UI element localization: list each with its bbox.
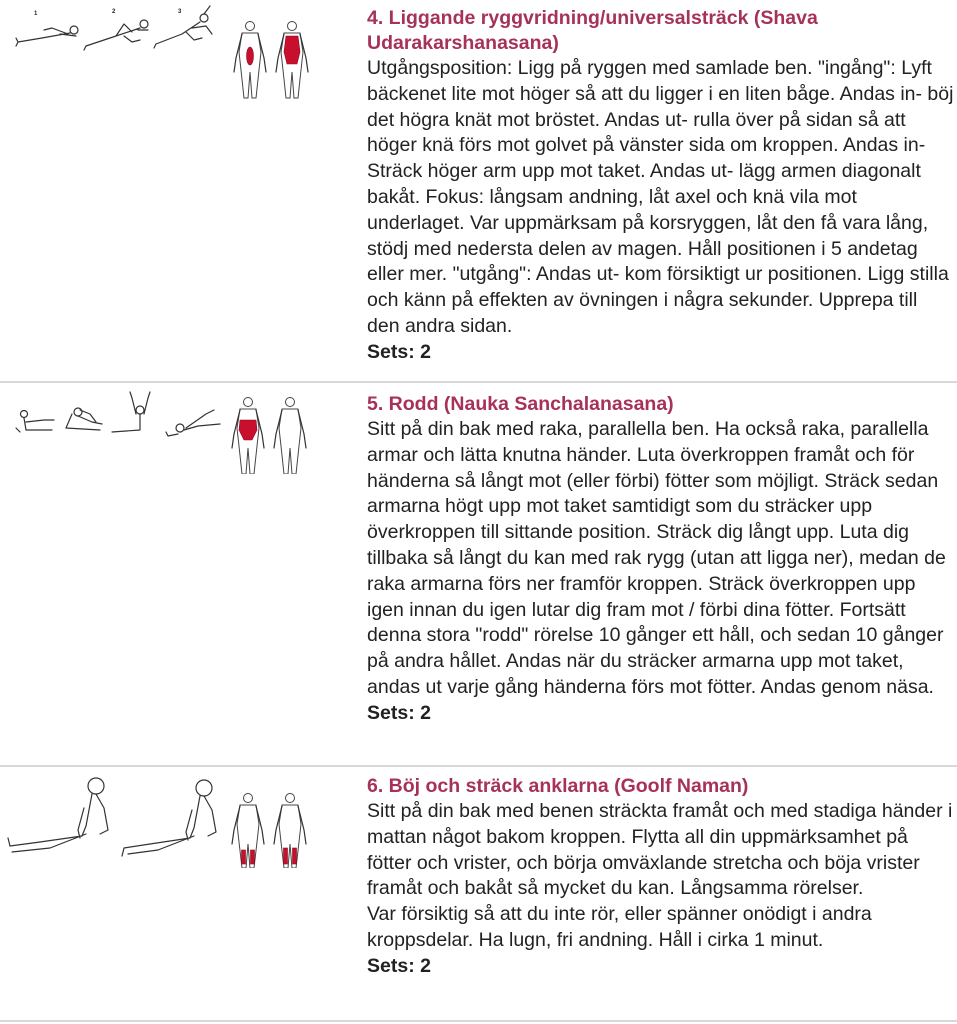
step-number-1: 1 [34,11,38,17]
muscle-map-front-icon [232,398,264,475]
rowing-figure-1-icon [16,411,54,433]
exercise-5-sets: Sets: 2 [367,701,431,724]
exercise-5-text [367,392,955,727]
muscle-map-front-icon [234,22,266,99]
exercise-5-title: 5. Rodd (Nauka Sanchalanasana) [367,393,674,415]
exercise-6-text [367,774,955,980]
exercise-4-description: Utgångsposition: Ligg på ryggen med samlade ben. "ingång": Lyft bäckenet lite mot höger så att du ligger i en liten båge. Andas in- böj det högra knät mot bröstet. Andas ut- rulla över på sidan så att höger knä förs mot golvet på vänster sida om kroppen. Andas in- Sträck höger arm upp mot taket. Andas ut- lägg armen diagonalt bakåt. Fokus: långsam andning, låt axel och knä vila mot underlaget. Var uppmärksam på korsryggen, låt den få vara lång, stödj med nedersta delen av magen. Håll positionen i 5 andetag eller mer. "utgång": Andas ut- kom försiktigt ur positionen. Ligg stilla och känn på effekten av övningen i några sekunder. Upprepa till den andra sidan. [367,57,954,337]
exercise-4-text [367,6,955,366]
exercise-divider [0,381,957,383]
rowing-figure-4-icon [166,410,220,436]
muscle-map-back-icon [274,794,306,869]
exercise-6-sets: Sets: 2 [367,954,431,977]
exercise-6-description: Sitt på din bak med benen sträckta framåt och med stadiga händer i mattan något bakom kroppen. Flytta all din uppmärksamhet på fötter och vrister, och börja omväxlande stretcha och böja vrister framåt och bakåt så mycket du kan. Långsamma rörelser. Var försiktig så att du inte rör, eller spänner onödigt i andra kroppsdelar. Ha lugn, fri andning. Håll i cirka 1 minut. [367,800,953,951]
muscle-map-back-icon [274,398,306,475]
exercise-6-title: 6. Böj och sträck anklarna (Goolf Naman) [367,775,749,797]
exercise-4-sets: Sets: 2 [367,340,431,363]
exercise-6 [0,768,957,1022]
exercise-divider [0,765,957,767]
seated-ankle-figure-2-icon [122,780,216,856]
step-number-3: 3 [178,9,182,15]
step-number-2: 2 [112,9,116,15]
exercise-4-illustrations [0,0,355,115]
exercise-6-illustrations [0,768,355,873]
rowing-figure-3-icon [112,392,150,432]
lying-twist-figure-1-icon [16,11,78,46]
seated-ankle-figure-1-icon [8,778,108,852]
rowing-figure-2-icon [66,408,102,430]
lying-twist-figure-2-icon [84,9,148,50]
muscle-map-back-icon [276,22,308,99]
lying-twist-figure-3-icon [154,6,212,48]
muscle-map-front-icon [232,794,264,869]
exercise-5-description: Sitt på din bak med raka, parallella ben. Ha också raka, parallella armar och lätta knutna händer. Luta överkroppen framåt och för händerna så långt mot (eller förbi) fötter som möjligt. Sträck sedan armarna högt upp mot taket samtidigt som du sträcker upp överkroppen till sittande position. Sträck dig långt upp. Luta dig tillbaka så långt du kan med rak rygg (utan att ligga ner), medan de raka armarna förs ner framför kroppen. Sträck överkroppen upp igen innan du igen lutar dig fram mot / förbi dina fötter. Fortsätt denna stora "rodd" rörelse 10 gånger ett håll, och sedan 10 gånger på andra hållet. Andas när du sträcker armarna upp mot taket, andas ut varje gång händerna förs mot fötter. Andas genom näsa. [367,418,946,698]
exercise-divider [0,1020,957,1022]
exercise-5-illustrations [0,384,355,479]
exercise-5 [0,384,957,766]
exercise-4-title: 4. Liggande ryggvridning/universalsträck (Shava Udarakarshanasana) [367,7,818,54]
exercise-4 [0,0,957,382]
